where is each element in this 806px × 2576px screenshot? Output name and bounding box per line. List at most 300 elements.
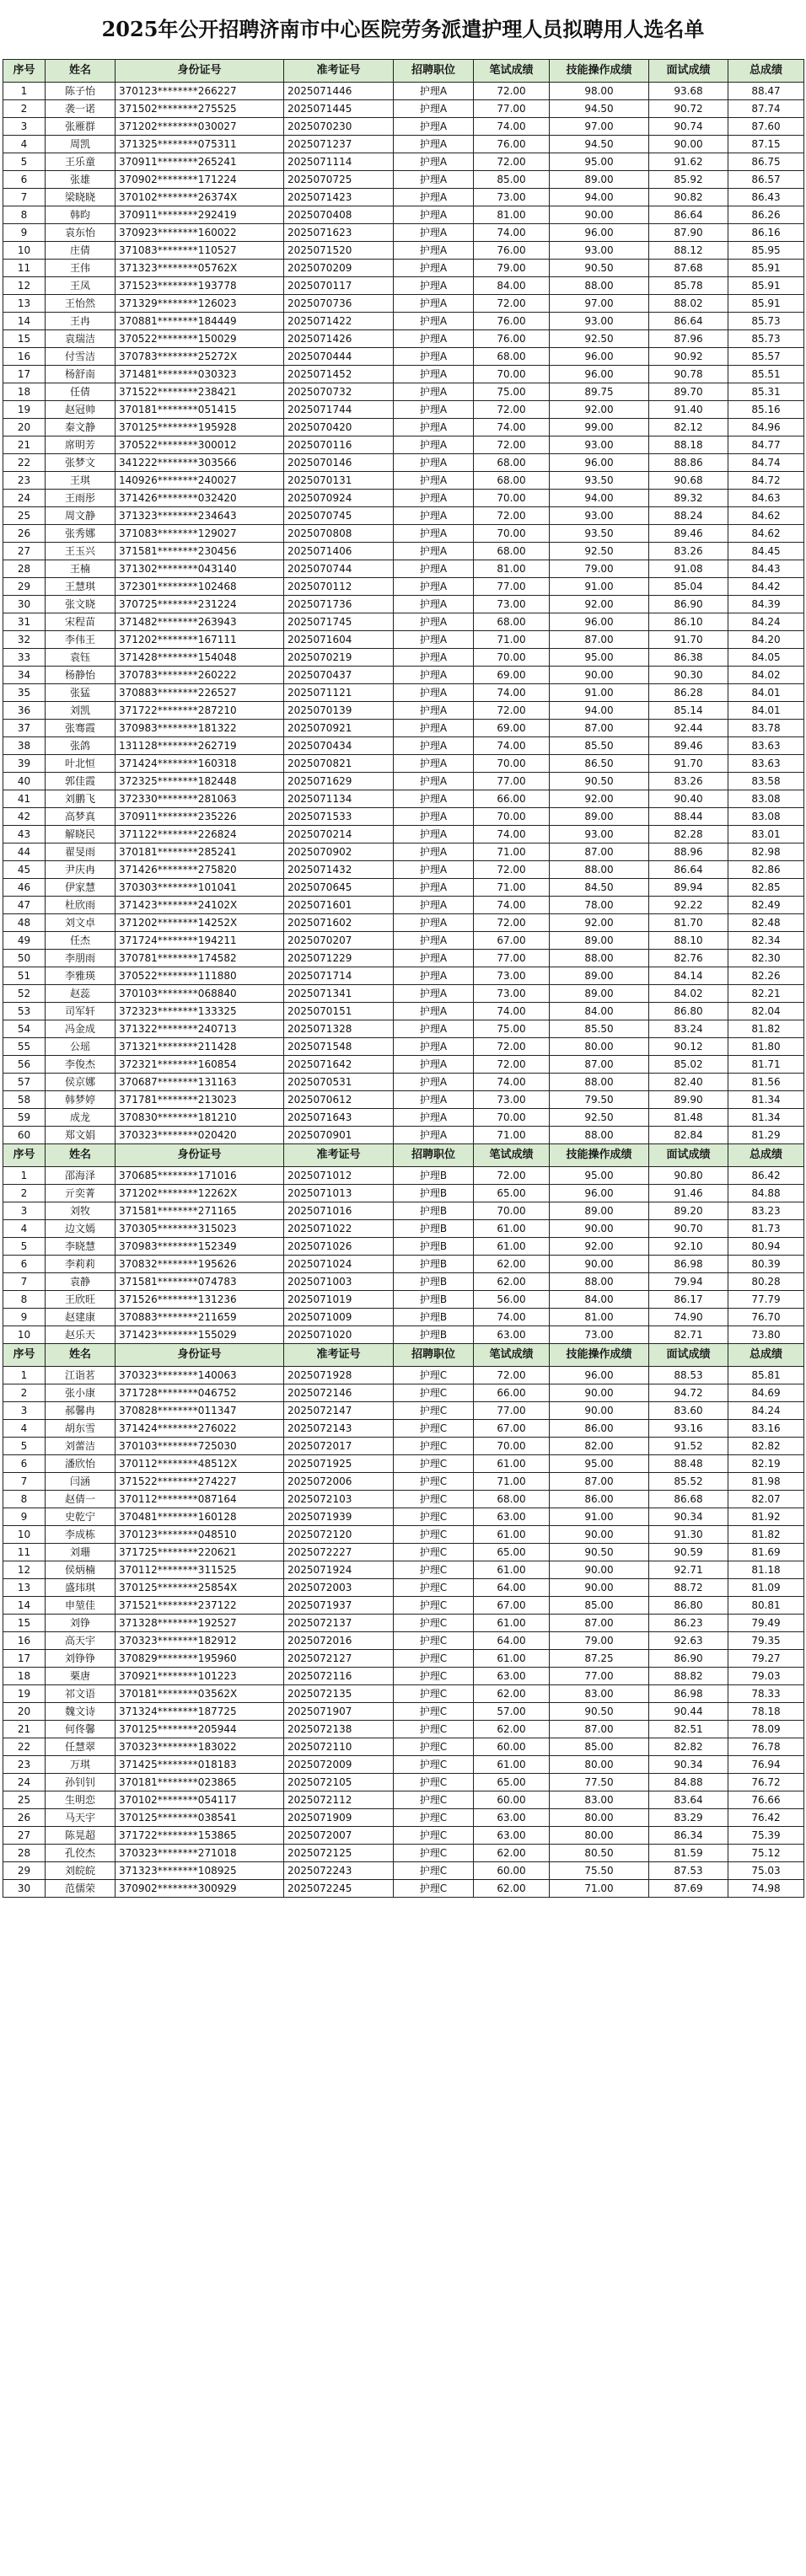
- cell-skill-score: 95.00: [550, 1455, 649, 1473]
- cell-exam-number: 2025070117: [284, 277, 394, 295]
- cell-interview-score: 82.28: [649, 826, 728, 843]
- cell-written-score: 61.00: [474, 1650, 550, 1668]
- cell-position: 护理A: [394, 330, 474, 348]
- table-row: [3, 543, 804, 560]
- cell-name: 成龙: [46, 1109, 116, 1127]
- table-row: [3, 153, 804, 171]
- cell-skill-score: 89.00: [550, 985, 649, 1003]
- cell-interview-score: 90.70: [649, 1220, 728, 1238]
- cell-skill-score: 99.00: [550, 419, 649, 436]
- cell-name: 袁静: [46, 1273, 116, 1291]
- cell-name: 王乐童: [46, 153, 116, 171]
- cell-written-score: 65.00: [474, 1774, 550, 1791]
- cell-interview-score: 82.76: [649, 950, 728, 967]
- cell-id-number: 371728********046752: [116, 1384, 284, 1402]
- cell-written-score: 84.00: [474, 277, 550, 295]
- cell-written-score: 71.00: [474, 843, 550, 861]
- cell-id-number: 372321********160854: [116, 1056, 284, 1074]
- cell-id-number: 370125********25854X: [116, 1579, 284, 1597]
- cell-seq: 44: [3, 843, 46, 861]
- cell-interview-score: 90.40: [649, 790, 728, 808]
- cell-written-score: 60.00: [474, 1791, 550, 1809]
- cell-name: 胡东雪: [46, 1420, 116, 1438]
- cell-seq: 13: [3, 295, 46, 313]
- cell-exam-number: 2025071601: [284, 897, 394, 914]
- cell-id-number: 370685********171016: [116, 1167, 284, 1185]
- cell-interview-score: 92.10: [649, 1238, 728, 1256]
- cell-exam-number: 2025072110: [284, 1738, 394, 1756]
- column-header-exam-number: 准考证号: [284, 1344, 394, 1367]
- cell-seq: 11: [3, 260, 46, 277]
- cell-seq: 19: [3, 1685, 46, 1703]
- cell-written-score: 73.00: [474, 189, 550, 206]
- table-row: [3, 1309, 804, 1326]
- cell-interview-score: 90.74: [649, 118, 728, 136]
- cell-written-score: 77.00: [474, 100, 550, 118]
- column-header-id-number: 身份证号: [116, 1344, 284, 1367]
- cell-interview-score: 81.70: [649, 914, 728, 932]
- cell-written-score: 73.00: [474, 985, 550, 1003]
- cell-exam-number: 2025070116: [284, 436, 394, 454]
- cell-name: 杨静怡: [46, 667, 116, 684]
- cell-written-score: 69.00: [474, 720, 550, 737]
- cell-interview-score: 91.62: [649, 153, 728, 171]
- cell-position: 护理A: [394, 932, 474, 950]
- cell-position: 护理A: [394, 1127, 474, 1144]
- cell-seq: 41: [3, 790, 46, 808]
- cell-name: 边文嫣: [46, 1220, 116, 1238]
- cell-name: 郝馨冉: [46, 1402, 116, 1420]
- cell-skill-score: 96.00: [550, 366, 649, 383]
- cell-interview-score: 86.34: [649, 1827, 728, 1845]
- cell-name: 王欣旺: [46, 1291, 116, 1309]
- cell-skill-score: 80.00: [550, 1809, 649, 1827]
- cell-id-number: 371423********24102X: [116, 897, 284, 914]
- cell-exam-number: 2025070901: [284, 1127, 394, 1144]
- cell-id-number: 370902********300929: [116, 1880, 284, 1898]
- cell-name: 刘鹏飞: [46, 790, 116, 808]
- cell-seq: 2: [3, 1185, 46, 1202]
- cell-id-number: 370832********195626: [116, 1256, 284, 1273]
- cell-interview-score: 90.72: [649, 100, 728, 118]
- cell-total-score: 82.04: [728, 1003, 804, 1020]
- cell-seq: 10: [3, 1326, 46, 1344]
- cell-exam-number: 2025070924: [284, 490, 394, 507]
- cell-interview-score: 87.68: [649, 260, 728, 277]
- cell-total-score: 84.62: [728, 507, 804, 525]
- cell-total-score: 81.09: [728, 1579, 804, 1597]
- cell-exam-number: 2025071924: [284, 1561, 394, 1579]
- cell-interview-score: 86.90: [649, 1650, 728, 1668]
- cell-interview-score: 89.32: [649, 490, 728, 507]
- table-row: [3, 1880, 804, 1898]
- cell-exam-number: 2025072007: [284, 1827, 394, 1845]
- cell-total-score: 83.78: [728, 720, 804, 737]
- cell-name: 任杰: [46, 932, 116, 950]
- cell-seq: 38: [3, 737, 46, 755]
- cell-seq: 37: [3, 720, 46, 737]
- cell-interview-score: 86.68: [649, 1491, 728, 1508]
- cell-written-score: 64.00: [474, 1632, 550, 1650]
- cell-written-score: 63.00: [474, 1326, 550, 1344]
- cell-exam-number: 2025072243: [284, 1862, 394, 1880]
- cell-total-score: 85.91: [728, 260, 804, 277]
- cell-interview-score: 81.48: [649, 1109, 728, 1127]
- cell-id-number: 370123********048510: [116, 1526, 284, 1544]
- table-row: [3, 720, 804, 737]
- cell-name: 潘欣怡: [46, 1455, 116, 1473]
- cell-exam-number: 2025071445: [284, 100, 394, 118]
- cell-skill-score: 83.00: [550, 1791, 649, 1809]
- cell-skill-score: 87.00: [550, 843, 649, 861]
- cell-total-score: 81.71: [728, 1056, 804, 1074]
- cell-name: 李雅瑛: [46, 967, 116, 985]
- cell-interview-score: 89.46: [649, 525, 728, 543]
- table-row: [3, 1326, 804, 1344]
- cell-position: 护理C: [394, 1650, 474, 1668]
- table-row: [3, 507, 804, 525]
- cell-seq: 17: [3, 1650, 46, 1668]
- cell-total-score: 81.18: [728, 1561, 804, 1579]
- cell-name: 史乾宁: [46, 1508, 116, 1526]
- cell-interview-score: 83.60: [649, 1402, 728, 1420]
- cell-written-score: 74.00: [474, 118, 550, 136]
- cell-total-score: 83.23: [728, 1202, 804, 1220]
- table-row: [3, 1668, 804, 1685]
- cell-name: 袭一诺: [46, 100, 116, 118]
- cell-id-number: 370983********181322: [116, 720, 284, 737]
- cell-interview-score: 91.46: [649, 1185, 728, 1202]
- cell-exam-number: 2025070139: [284, 702, 394, 720]
- cell-exam-number: 2025070808: [284, 525, 394, 543]
- cell-skill-score: 95.00: [550, 649, 649, 667]
- table-header-row: [3, 1344, 804, 1367]
- cell-skill-score: 88.00: [550, 861, 649, 879]
- cell-total-score: 80.94: [728, 1238, 804, 1256]
- cell-id-number: 371323********234643: [116, 507, 284, 525]
- cell-position: 护理A: [394, 773, 474, 790]
- cell-name: 周凯: [46, 136, 116, 153]
- cell-position: 护理C: [394, 1738, 474, 1756]
- cell-skill-score: 90.00: [550, 1384, 649, 1402]
- cell-exam-number: 2025071422: [284, 313, 394, 330]
- table-row: [3, 932, 804, 950]
- cell-id-number: 370323********140063: [116, 1367, 284, 1384]
- cell-skill-score: 91.00: [550, 684, 649, 702]
- cell-name: 司军轩: [46, 1003, 116, 1020]
- table-row: [3, 1438, 804, 1455]
- cell-position: 护理B: [394, 1309, 474, 1326]
- cell-seq: 20: [3, 419, 46, 436]
- cell-position: 护理A: [394, 897, 474, 914]
- cell-position: 护理A: [394, 879, 474, 897]
- cell-interview-score: 84.02: [649, 985, 728, 1003]
- cell-skill-score: 96.00: [550, 613, 649, 631]
- table-header-row: [3, 60, 804, 83]
- table-row: [3, 702, 804, 720]
- cell-position: 护理A: [394, 808, 474, 826]
- cell-written-score: 70.00: [474, 490, 550, 507]
- cell-seq: 17: [3, 366, 46, 383]
- table-row: [3, 684, 804, 702]
- cell-total-score: 84.69: [728, 1384, 804, 1402]
- cell-total-score: 84.05: [728, 649, 804, 667]
- cell-seq: 7: [3, 1273, 46, 1291]
- cell-position: 护理A: [394, 843, 474, 861]
- cell-exam-number: 2025070408: [284, 206, 394, 224]
- cell-name: 任慧翠: [46, 1738, 116, 1756]
- cell-exam-number: 2025072017: [284, 1438, 394, 1455]
- cell-id-number: 370181********051415: [116, 401, 284, 419]
- cell-written-score: 73.00: [474, 967, 550, 985]
- table-row: [3, 1650, 804, 1668]
- cell-exam-number: 2025070434: [284, 737, 394, 755]
- table-row: [3, 1202, 804, 1220]
- cell-id-number: 371502********275525: [116, 100, 284, 118]
- cell-name: 王冉: [46, 313, 116, 330]
- cell-position: 护理A: [394, 755, 474, 773]
- cell-seq: 18: [3, 1668, 46, 1685]
- cell-skill-score: 96.00: [550, 1367, 649, 1384]
- cell-exam-number: 2025070612: [284, 1091, 394, 1109]
- cell-position: 护理B: [394, 1167, 474, 1185]
- cell-skill-score: 92.50: [550, 543, 649, 560]
- cell-skill-score: 85.50: [550, 737, 649, 755]
- cell-seq: 39: [3, 755, 46, 773]
- cell-position: 护理C: [394, 1632, 474, 1650]
- column-header-interview-score: 面试成绩: [649, 1344, 728, 1367]
- cell-exam-number: 2025072003: [284, 1579, 394, 1597]
- cell-exam-number: 2025070745: [284, 507, 394, 525]
- cell-interview-score: 86.98: [649, 1256, 728, 1273]
- cell-seq: 7: [3, 1473, 46, 1491]
- cell-written-score: 81.00: [474, 206, 550, 224]
- table-row: [3, 83, 804, 100]
- cell-written-score: 73.00: [474, 596, 550, 613]
- cell-id-number: 341222********303566: [116, 454, 284, 472]
- cell-position: 护理A: [394, 578, 474, 596]
- cell-total-score: 83.63: [728, 755, 804, 773]
- cell-seq: 26: [3, 1809, 46, 1827]
- cell-written-score: 76.00: [474, 242, 550, 260]
- cell-position: 护理B: [394, 1326, 474, 1344]
- cell-position: 护理A: [394, 596, 474, 613]
- cell-seq: 31: [3, 613, 46, 631]
- column-header-seq: 序号: [3, 60, 46, 83]
- cell-skill-score: 82.00: [550, 1438, 649, 1455]
- cell-position: 护理A: [394, 1074, 474, 1091]
- cell-written-score: 70.00: [474, 755, 550, 773]
- cell-skill-score: 94.50: [550, 100, 649, 118]
- cell-total-score: 76.70: [728, 1309, 804, 1326]
- table-header-row: [3, 1144, 804, 1167]
- cell-name: 李成栋: [46, 1526, 116, 1544]
- cell-seq: 7: [3, 189, 46, 206]
- cell-seq: 5: [3, 153, 46, 171]
- cell-seq: 52: [3, 985, 46, 1003]
- cell-skill-score: 90.00: [550, 1256, 649, 1273]
- cell-exam-number: 2025071013: [284, 1185, 394, 1202]
- cell-written-score: 77.00: [474, 950, 550, 967]
- cell-exam-number: 2025071012: [284, 1167, 394, 1185]
- cell-total-score: 78.33: [728, 1685, 804, 1703]
- cell-total-score: 85.73: [728, 330, 804, 348]
- cell-position: 护理A: [394, 861, 474, 879]
- cell-exam-number: 2025071714: [284, 967, 394, 985]
- table-row: [3, 1220, 804, 1238]
- cell-id-number: 371722********287210: [116, 702, 284, 720]
- cell-position: 护理A: [394, 525, 474, 543]
- cell-written-score: 74.00: [474, 737, 550, 755]
- table-row: [3, 366, 804, 383]
- table-row: [3, 1791, 804, 1809]
- cell-seq: 3: [3, 1202, 46, 1220]
- table-row: [3, 613, 804, 631]
- candidate-table: [3, 59, 804, 1898]
- table-row: [3, 1038, 804, 1056]
- cell-name: 孔佼杰: [46, 1845, 116, 1862]
- cell-total-score: 75.39: [728, 1827, 804, 1845]
- cell-interview-score: 90.82: [649, 189, 728, 206]
- cell-name: 赵乐天: [46, 1326, 116, 1344]
- cell-interview-score: 86.38: [649, 649, 728, 667]
- cell-exam-number: 2025071548: [284, 1038, 394, 1056]
- cell-exam-number: 2025071020: [284, 1326, 394, 1344]
- cell-seq: 6: [3, 1256, 46, 1273]
- cell-id-number: 371321********211428: [116, 1038, 284, 1056]
- cell-skill-score: 89.00: [550, 932, 649, 950]
- cell-exam-number: 2025070420: [284, 419, 394, 436]
- cell-position: 护理C: [394, 1579, 474, 1597]
- cell-exam-number: 2025071907: [284, 1703, 394, 1721]
- cell-seq: 24: [3, 490, 46, 507]
- column-header-seq: 序号: [3, 1344, 46, 1367]
- cell-total-score: 86.43: [728, 189, 804, 206]
- cell-skill-score: 89.00: [550, 1202, 649, 1220]
- cell-name: 魏文诗: [46, 1703, 116, 1721]
- cell-id-number: 371424********160318: [116, 755, 284, 773]
- cell-position: 护理A: [394, 790, 474, 808]
- cell-id-number: 370125********195928: [116, 419, 284, 436]
- cell-position: 护理A: [394, 419, 474, 436]
- cell-interview-score: 85.14: [649, 702, 728, 720]
- cell-interview-score: 91.40: [649, 401, 728, 419]
- cell-seq: 48: [3, 914, 46, 932]
- cell-written-score: 70.00: [474, 1438, 550, 1455]
- cell-id-number: 370911********235226: [116, 808, 284, 826]
- cell-written-score: 74.00: [474, 897, 550, 914]
- cell-interview-score: 86.28: [649, 684, 728, 702]
- cell-total-score: 84.24: [728, 613, 804, 631]
- cell-written-score: 70.00: [474, 1202, 550, 1220]
- cell-exam-number: 2025071237: [284, 136, 394, 153]
- cell-name: 江诣茗: [46, 1367, 116, 1384]
- cell-skill-score: 83.00: [550, 1685, 649, 1703]
- cell-position: 护理A: [394, 1056, 474, 1074]
- cell-skill-score: 90.00: [550, 1526, 649, 1544]
- cell-written-score: 71.00: [474, 631, 550, 649]
- table-row: [3, 649, 804, 667]
- table-row: [3, 1420, 804, 1438]
- cell-total-score: 78.18: [728, 1703, 804, 1721]
- cell-seq: 12: [3, 277, 46, 295]
- table-row: [3, 1238, 804, 1256]
- table-row: [3, 1273, 804, 1291]
- table-row: [3, 313, 804, 330]
- cell-exam-number: 2025071446: [284, 83, 394, 100]
- column-header-written-score: 笔试成绩: [474, 1144, 550, 1167]
- table-row: [3, 1291, 804, 1309]
- cell-total-score: 82.34: [728, 932, 804, 950]
- cell-written-score: 61.00: [474, 1220, 550, 1238]
- cell-skill-score: 92.00: [550, 790, 649, 808]
- table-body: [3, 60, 804, 1898]
- cell-written-score: 72.00: [474, 861, 550, 879]
- cell-written-score: 72.00: [474, 436, 550, 454]
- cell-position: 护理A: [394, 153, 474, 171]
- cell-position: 护理A: [394, 436, 474, 454]
- cell-written-score: 68.00: [474, 613, 550, 631]
- cell-interview-score: 90.34: [649, 1508, 728, 1526]
- cell-skill-score: 89.00: [550, 171, 649, 189]
- cell-position: 护理C: [394, 1668, 474, 1685]
- cell-total-score: 78.09: [728, 1721, 804, 1738]
- cell-total-score: 84.88: [728, 1185, 804, 1202]
- cell-position: 护理A: [394, 277, 474, 295]
- cell-interview-score: 92.63: [649, 1632, 728, 1650]
- cell-exam-number: 2025071925: [284, 1455, 394, 1473]
- cell-skill-score: 94.00: [550, 490, 649, 507]
- cell-written-score: 62.00: [474, 1685, 550, 1703]
- cell-id-number: 371425********018183: [116, 1756, 284, 1774]
- cell-total-score: 81.92: [728, 1508, 804, 1526]
- cell-position: 护理C: [394, 1880, 474, 1898]
- cell-skill-score: 95.00: [550, 153, 649, 171]
- cell-position: 护理C: [394, 1526, 474, 1544]
- cell-id-number: 370522********150029: [116, 330, 284, 348]
- cell-seq: 13: [3, 1579, 46, 1597]
- cell-exam-number: 2025072137: [284, 1615, 394, 1632]
- cell-seq: 36: [3, 702, 46, 720]
- cell-interview-score: 90.44: [649, 1703, 728, 1721]
- cell-id-number: 371426********032420: [116, 490, 284, 507]
- cell-exam-number: 2025070207: [284, 932, 394, 950]
- cell-skill-score: 77.00: [550, 1668, 649, 1685]
- cell-name: 刘文卓: [46, 914, 116, 932]
- cell-interview-score: 90.78: [649, 366, 728, 383]
- cell-skill-score: 96.00: [550, 348, 649, 366]
- cell-skill-score: 92.50: [550, 1109, 649, 1127]
- cell-name: 李伟王: [46, 631, 116, 649]
- cell-name: 王玉兴: [46, 543, 116, 560]
- cell-written-score: 77.00: [474, 773, 550, 790]
- table-row: [3, 401, 804, 419]
- cell-exam-number: 2025071341: [284, 985, 394, 1003]
- cell-seq: 50: [3, 950, 46, 967]
- cell-total-score: 83.63: [728, 737, 804, 755]
- cell-skill-score: 96.00: [550, 224, 649, 242]
- cell-total-score: 79.35: [728, 1632, 804, 1650]
- cell-seq: 40: [3, 773, 46, 790]
- cell-exam-number: 2025071643: [284, 1109, 394, 1127]
- cell-exam-number: 2025070151: [284, 1003, 394, 1020]
- cell-name: 杜欣雨: [46, 897, 116, 914]
- cell-total-score: 84.20: [728, 631, 804, 649]
- cell-id-number: 370783********25272X: [116, 348, 284, 366]
- table-row: [3, 985, 804, 1003]
- table-row: [3, 277, 804, 295]
- cell-name: 王楠: [46, 560, 116, 578]
